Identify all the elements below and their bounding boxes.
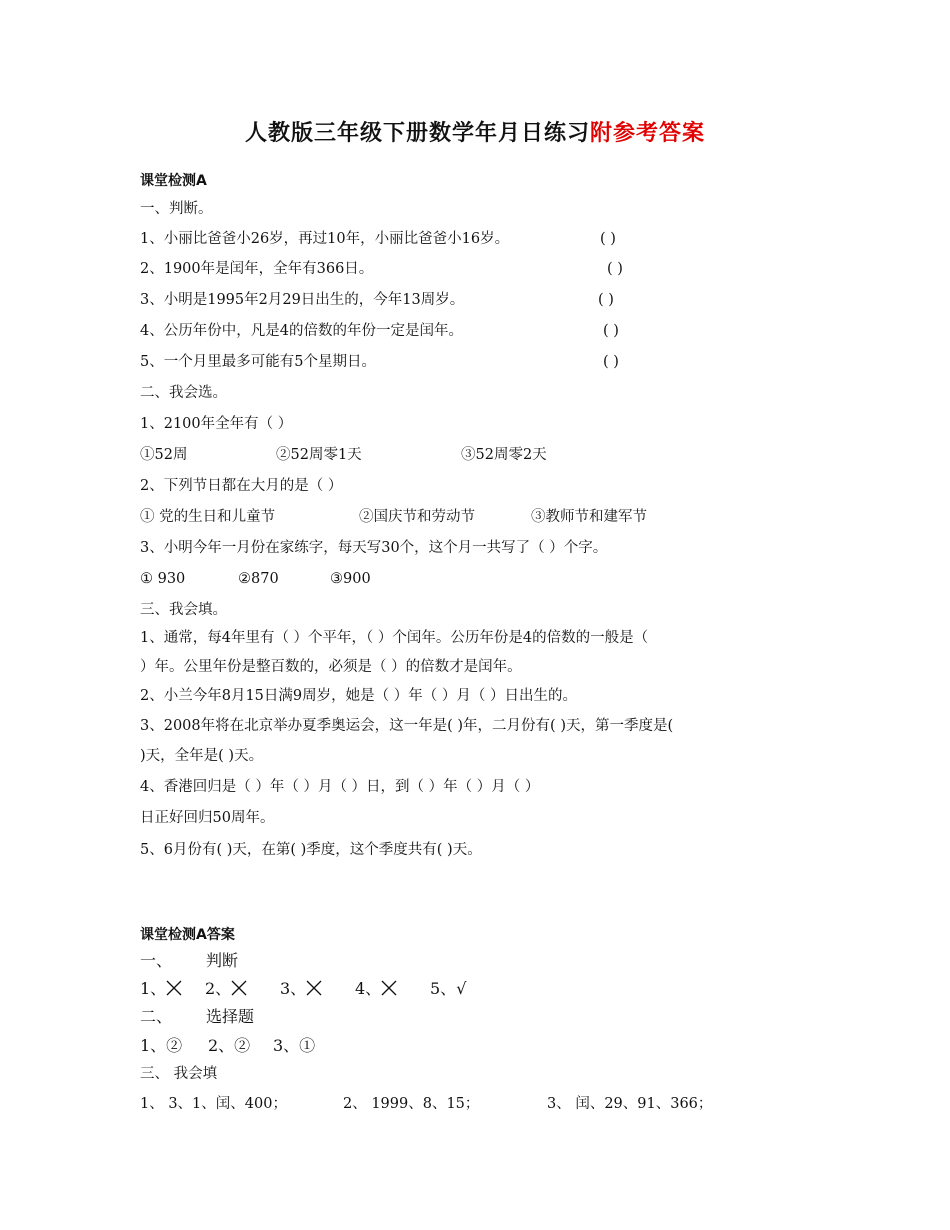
cross-icon [166, 980, 182, 996]
fill-q1-line2: ）年。公里年份是整百数的，必须是（ ）的倍数才是闰年。 [140, 659, 522, 675]
answers-part2-number: 二、 [140, 1007, 173, 1026]
judge-answer-4: 4、 [355, 979, 397, 999]
page-title: 人教版三年级下册数学年月日练习附参考答案 [244, 121, 706, 146]
judge-item-4: 4、公历年份中，凡是4的倍数的年份一定是闰年。 [140, 323, 463, 339]
part2-heading: 二、我会选。 [140, 385, 227, 401]
part3-heading: 三、我会填。 [140, 602, 227, 618]
title-highlight: 附参考答案 [590, 121, 706, 146]
choice-q2-option-2: ②国庆节和劳动节 [359, 509, 475, 525]
answer-paren: ( ) [603, 354, 619, 370]
choice-q1-option-2: ②52周零1天 [276, 447, 362, 463]
choice-q3: 3、小明今年一月份在家练字，每天写30个，这个月一共写了（ ）个字。 [140, 540, 608, 556]
choice-q2: 2、下列节日都在大月的是（ ） [140, 478, 343, 494]
judge-answer-2: 2、 [205, 979, 247, 999]
judge-answer-3: 3、 [280, 979, 322, 999]
fill-q5: 5、6月份有( )天，在第( )季度，这个季度共有( )天。 [140, 842, 482, 858]
fill-answer-2: 2、 1999、8、15； [343, 1096, 480, 1112]
fill-q3-line1: 3、2008年将在北京举办夏季奥运会，这一年是( )年，二月份有( )天，第一季度是( [140, 718, 674, 734]
choice-answer-3: 3、① [273, 1036, 316, 1055]
judge-answer-1: 1、 [140, 979, 182, 999]
choice-q1-option-1: ①52周 [140, 447, 188, 463]
choice-q3-option-1: ① 930 [140, 571, 186, 587]
section-a-heading: 课堂检测A [140, 173, 207, 189]
judge-item-3: 3、小明是1995年2月29日出生的，今年13周岁。 [140, 292, 465, 308]
choice-q2-option-1: ① 党的生日和儿童节 [140, 509, 276, 525]
judge-item-5: 5、一个月里最多可能有5个星期日。 [140, 354, 376, 370]
fill-answer-3: 3、 闰、29、91、366； [547, 1096, 713, 1112]
judge-item-2: 2、1900年是闰年，全年有366日。 [140, 261, 374, 277]
fill-q3-line2: )天，全年是( )天。 [140, 748, 264, 764]
fill-q4-line2: 日正好回归50周年。 [140, 810, 275, 826]
choice-answer-1: 1、② [140, 1036, 183, 1055]
fill-q4-line1: 4、香港回归是（ ）年（ ）月（ ）日，到（ ）年（ ）月（ ） [140, 779, 540, 795]
answer-paren: ( ) [598, 292, 614, 308]
cross-icon [231, 980, 247, 996]
cross-icon [306, 980, 322, 996]
cross-icon [381, 980, 397, 996]
answers-part1-label: 判断 [206, 951, 239, 970]
answers-part2-label: 选择题 [206, 1007, 255, 1026]
choice-q1-option-3: ③52周零2天 [461, 447, 547, 463]
check-icon: √ [456, 979, 467, 998]
answers-part3-heading: 三、 我会填 [140, 1066, 218, 1082]
fill-q1-line1: 1、通常，每4年里有（ ）个平年，（ ）个闰年。公历年份是4的倍数的一般是（ [140, 630, 649, 646]
choice-answer-2: 2、② [208, 1036, 251, 1055]
fill-q2: 2、小兰今年8月15日满9周岁，她是（ ）年（ ）月（ ）日出生的。 [140, 688, 577, 704]
choice-q2-option-3: ③教师节和建军节 [531, 509, 647, 525]
choice-q1: 1、2100年全年有（ ） [140, 416, 293, 432]
judge-item-1: 1、小丽比爸爸小26岁，再过10年，小丽比爸爸小16岁。 [140, 231, 510, 247]
choice-q3-option-3: ③900 [330, 571, 371, 587]
fill-answer-1: 1、 3、1、闰、400； [140, 1096, 287, 1112]
answers-heading: 课堂检测A答案 [140, 927, 235, 943]
choice-q3-option-2: ②870 [238, 571, 279, 587]
answer-paren: ( ) [607, 261, 623, 277]
answer-paren: ( ) [603, 323, 619, 339]
part1-heading: 一、判断。 [140, 201, 213, 217]
judge-answer-5: 5、√ [430, 979, 467, 998]
answers-part1-number: 一、 [140, 951, 173, 970]
answer-paren: ( ) [600, 231, 616, 247]
